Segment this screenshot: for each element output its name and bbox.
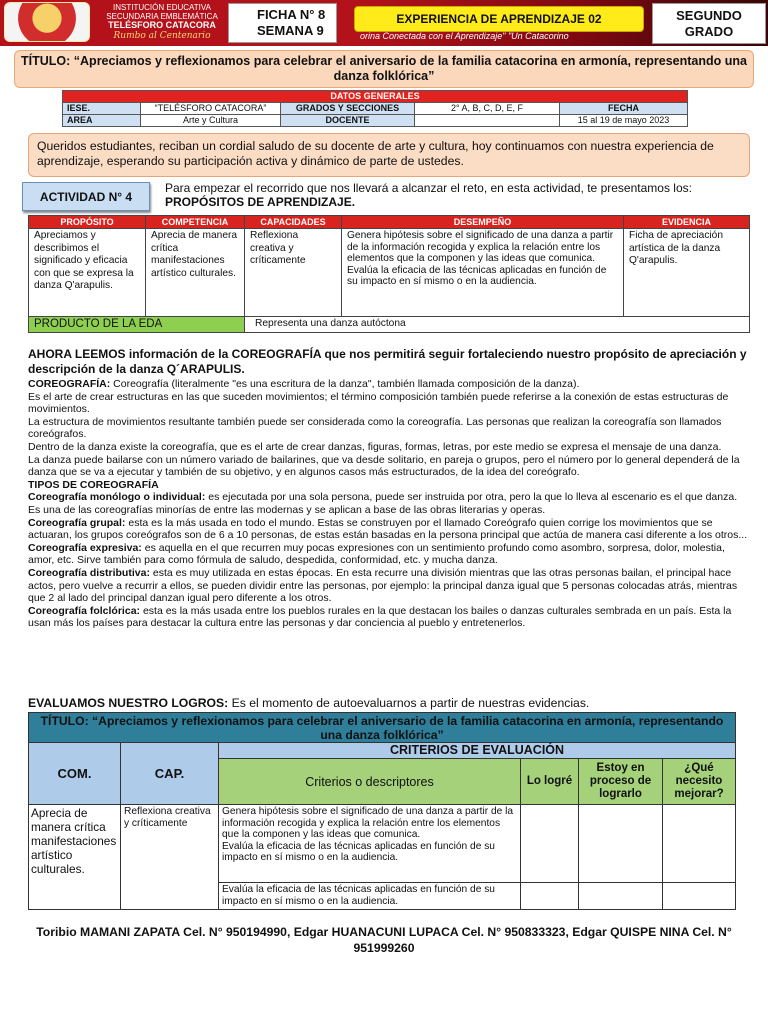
actividad-text-bold: PROPÓSITOS DE APRENDIZAJE. xyxy=(165,195,356,209)
ficha-box xyxy=(228,3,337,43)
tipo-distributiva xyxy=(28,567,750,605)
producto-value: Representa una danza autóctona xyxy=(245,317,750,333)
grado-line-1: SEGUNDO xyxy=(676,8,742,23)
tipo-monologo xyxy=(28,491,750,516)
actividad-badge: ACTIVIDAD N° 4 xyxy=(22,182,150,211)
propositos-table xyxy=(28,215,750,333)
docente-value xyxy=(415,115,560,127)
logre-cell-2[interactable] xyxy=(521,883,579,910)
tipo-expresiva-text: es aquella en el que recurren muy pocas expresiones con un sentimiento profundo como asombro, sorpresa, dolor, molestia, amor, etc. Sirve también para como fórmula de saludo, despedida, conformidad, etc. y mucha danza. xyxy=(28,541,725,567)
grados-label: GRADOS Y SECCIONES xyxy=(281,103,415,115)
paragraph-2: La estructura de movimientos resultante también puede ser considerada como la coreografía. Las personas que realizan la coreografía son llamados coreógrafos. xyxy=(28,415,722,441)
actividad-intro xyxy=(165,181,725,209)
paragraph-1: Es el arte de crear estructuras en las que suceden movimientos; el término composición también puede referirse a la conexión de estas estructuras de movimientos. xyxy=(28,390,729,416)
criterio-1 xyxy=(219,805,521,883)
header-slogan: orina Conectada con el Aprendizaje" "Un Catacorino xyxy=(360,31,569,41)
coreografia-text: Coreografía (literalmente "es una escritura de la danza", también llamada composición de la danza). xyxy=(110,378,580,390)
datos-heading: DATOS GENERALES xyxy=(63,91,688,103)
coreografia-definition xyxy=(28,378,750,391)
criterio-2: Evalúa la eficacia de las técnicas aplicadas en función de su impacto en sí mismo o en la audiencia. xyxy=(219,883,521,910)
competencia-cell: Aprecia de manera crítica manifestaciones artístico culturales. xyxy=(146,229,245,317)
grado-box xyxy=(652,3,766,44)
fecha-label: FECHA xyxy=(560,103,688,115)
page-title: TÍTULO: “Apreciamos y reflexionamos para celebrar el aniversario de la familia catacorina en armonía, representando una danza folklórica” xyxy=(14,50,754,88)
tipos-heading: TIPOS DE COREOGRAFÍA xyxy=(28,478,159,491)
ficha-number: FICHA N° 8 xyxy=(257,7,326,22)
proceso-cell-1[interactable] xyxy=(579,805,663,883)
capacidad-cell: Reflexiona creativa y críticamente xyxy=(121,805,219,910)
evaluamos-label: EVALUAMOS NUESTRO LOGROS: xyxy=(28,696,229,710)
tipo-folclorica-label: Coreografía folclórica: xyxy=(28,604,141,617)
paragraph-4: La danza puede bailarse con un número variado de bailarines, que va desde solitario, en pareja o grupos, pero el número por lo general dependerá de la danza que se va a ejecutar y también de su objetivo, y en algunos casos más estructurados, de la idea del coreógrafo. xyxy=(28,453,740,479)
reading-section xyxy=(28,347,750,630)
semana-number: SEMANA 9 xyxy=(257,23,324,38)
evaluation-title: TÍTULO: “Apreciamos y reflexionamos para celebrar el aniversario de la familia catacorina en armonía, representando una danza folklórica” xyxy=(29,713,736,743)
header-competencia: COMPETENCIA xyxy=(146,216,245,229)
evaluation-table xyxy=(28,712,736,910)
fecha-value: 15 al 19 de mayo 2023 xyxy=(560,115,688,127)
tipo-monologo-text: es ejecutada por una sola persona, puede ser instruida por otra, pero la que lo lleva al escenario es el que danza. Es una de las coreografías minorías de entre las modernas y se aplican a base de las obras literarias y operas. xyxy=(28,491,738,516)
experiencia-badge: EXPERIENCIA DE APRENDIZAJE 02 xyxy=(354,6,644,32)
area-value: Arte y Cultura xyxy=(141,115,281,127)
logre-header: Lo logré xyxy=(521,759,579,805)
desempeno-cell xyxy=(342,229,624,317)
evaluamos-intro xyxy=(28,696,750,710)
area-label: AREA xyxy=(63,115,141,127)
tipo-distributiva-text: esta es muy utilizada en estas épocas. En esta recurre una división mientras que las otras personas bailan, el principal hace actos, pero vuelve a recurrir a ellos, se pueden dividir entre las personas, por ejemplo: la principal danza igual que 5 personas colocadas atrás, mientras que 2 al lado del principal danzan igual pero diferente a los otros. xyxy=(28,566,738,605)
reading-lead: AHORA LEEMOS información de la COREOGRAFÍA que nos permitirá seguir fortaleciendo nuestro propósito de apreciación y descripción de la danza Q´ARAPULIS. xyxy=(28,347,747,376)
producto-label: PRODUCTO DE LA EDA xyxy=(29,317,245,333)
proposito-cell: Apreciamos y describimos el significado y eficacia con que se expresa la danza Q'arapulis. xyxy=(29,229,146,317)
cap-header: CAP. xyxy=(121,743,219,805)
tipo-monologo-label: Coreografía monólogo o individual: xyxy=(28,491,206,504)
tipo-grupal xyxy=(28,517,750,542)
capacidades-cell: Reflexiona creativa y críticamente xyxy=(245,229,342,317)
greeting-box: Queridos estudiantes, reciban un cordial saludo de su docente de arte y cultura, hoy continuamos con nuestra experiencia de aprendizaje, esperando su participación activa y dinámico de parte de ustedes. xyxy=(28,133,750,177)
header-capacidades: CAPACIDADES xyxy=(245,216,342,229)
mejorar-cell-1[interactable] xyxy=(663,805,736,883)
actividad-text: Para empezar el recorrido que nos llevará a alcanzar el reto, en esta actividad, te presentamos los: xyxy=(165,181,692,195)
descriptores-header: Criterios o descriptores xyxy=(219,759,521,805)
proceso-cell-2[interactable] xyxy=(579,883,663,910)
proceso-header: Estoy en proceso de lograrlo xyxy=(579,759,663,805)
criterio-1b: Evalúa la eficacia de las técnicas aplicadas en función de su impacto en sí mismo o en la audiencia. xyxy=(222,840,495,863)
evaluamos-text: Es el momento de autoevaluarnos a partir de nuestras evidencias. xyxy=(228,696,590,710)
tipo-expresiva xyxy=(28,542,750,567)
desempeno-1: Genera hipótesis sobre el significado de una danza a partir de la información recogida y explica la relación entre los elementos que la componen y las ideas que comunica. xyxy=(347,230,614,264)
logre-cell-1[interactable] xyxy=(521,805,579,883)
mejorar-header: ¿Qué necesito mejorar? xyxy=(663,759,736,805)
school-line-2: SECUNDARIA EMBLEMÁTICA xyxy=(106,12,218,21)
school-crest-icon xyxy=(4,2,90,42)
mejorar-cell-2[interactable] xyxy=(663,883,736,910)
header-evidencia: EVIDENCIA xyxy=(624,216,750,229)
tipo-expresiva-label: Coreografía expresiva: xyxy=(28,541,142,554)
iese-value: “TELÉSFORO CATACORA” xyxy=(141,103,281,115)
datos-generales-table xyxy=(62,90,688,127)
criterios-heading: CRITERIOS DE EVALUACIÓN xyxy=(219,743,736,759)
evidencia-cell: Ficha de apreciación artística de la danza Q'arapulis. xyxy=(624,229,750,317)
grados-value: 2° A, B, C, D, E, F xyxy=(415,103,560,115)
docente-label: DOCENTE xyxy=(281,115,415,127)
tipo-grupal-text: esta es la más usada en todo el mundo. Estas se construyen por el llamado Coreógrafo quien corrige los movimientos que se actuaran, los grupos coreógrafos son de 6 a 10 personas, de estas están basadas en la persona principal que actúa de manera casi diferente a los otros... xyxy=(28,516,748,542)
paragraph-3: Dentro de la danza existe la coreografía, que es el arte de crear danzas, figuras, formas, letras, por este medio se expresa el mensaje de una danza. xyxy=(28,440,722,453)
school-name: TELÉSFORO CATACORA xyxy=(108,20,216,30)
grado-line-2: GRADO xyxy=(684,24,734,39)
tipo-grupal-label: Coreografía grupal: xyxy=(28,516,126,529)
tipo-folclorica-text: esta es la más usada entre los pueblos rurales en la que destacan los bailes o danzas culturales sembrada en un país. Esta la usan más los países para destacar la cultura entre las personas y dar conciencia al pueblo y entretenerlos. xyxy=(28,604,732,630)
header-proposito: PROPÓSITO xyxy=(29,216,146,229)
school-motto: Rumbo al Centenario xyxy=(113,31,211,41)
criterio-1a: Genera hipótesis sobre el significado de una danza a partir de la información recogida y explica la relación entre los elementos que la componen y las ideas que comunica. xyxy=(222,806,514,840)
iese-label: IESE. xyxy=(63,103,141,115)
competencia-cell: Aprecia de manera crítica manifestaciones artístico culturales. xyxy=(29,805,121,910)
header-desempeno: DESEMPEÑO xyxy=(342,216,624,229)
com-header: COM. xyxy=(29,743,121,805)
coreografia-label: COREOGRAFÍA: xyxy=(28,378,111,390)
school-line-1: INSTITUCIÓN EDUCATIVA xyxy=(113,3,211,12)
tipo-distributiva-label: Coreografía distributiva: xyxy=(28,566,150,579)
tipo-folclorica xyxy=(28,605,750,630)
teachers-contacts: Toribio MAMANI ZAPATA Cel. N° 950194990, Edgar HUANACUNI LUPACA Cel. N° 950833323, Edgar QUISPE NINA Cel. N° 951999260 xyxy=(36,925,732,955)
desempeno-2: Evalúa la eficacia de las técnicas aplicadas en función de su impacto en sí mismo o en la audiencia. xyxy=(347,264,607,287)
